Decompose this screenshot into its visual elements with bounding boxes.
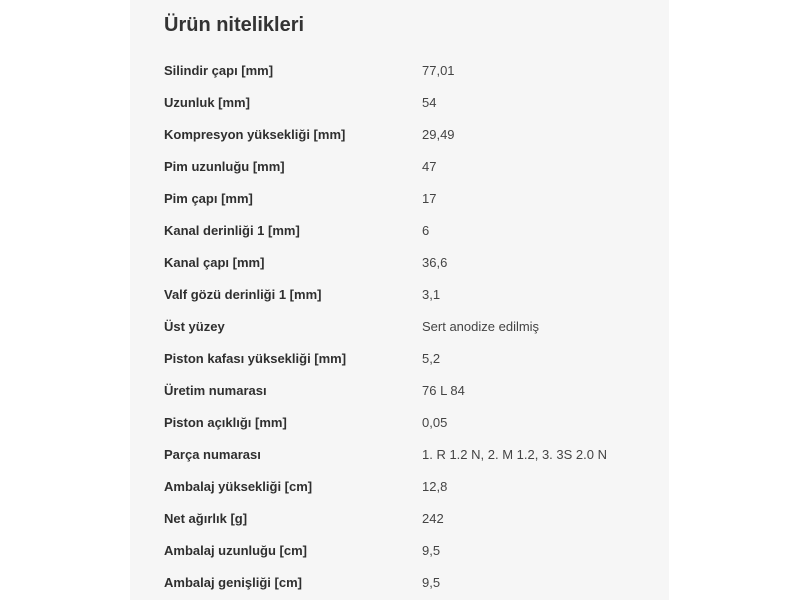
spec-row xyxy=(164,503,644,535)
spec-row xyxy=(164,471,644,503)
spec-value: 29,49 xyxy=(422,127,455,142)
spec-value: 76 L 84 xyxy=(422,383,465,398)
spec-value: 47 xyxy=(422,159,437,174)
spec-row xyxy=(164,247,644,279)
spec-row xyxy=(164,407,644,439)
spec-label: Uzunluk [mm] xyxy=(164,95,250,110)
spec-label: Net ağırlık [g] xyxy=(164,511,248,526)
spec-row xyxy=(164,567,644,599)
spec-label: Silindir çapı [mm] xyxy=(164,63,274,78)
spec-label: Üst yüzey xyxy=(164,319,225,334)
spec-row xyxy=(164,279,644,311)
spec-value: 17 xyxy=(422,191,437,206)
spec-value: 3,1 xyxy=(422,287,441,302)
spec-value: 242 xyxy=(422,511,444,526)
section-title: Ürün nitelikleri xyxy=(164,14,305,36)
spec-value: 12,8 xyxy=(422,479,448,494)
spec-value: 0,05 xyxy=(422,415,448,430)
spec-row xyxy=(164,535,644,567)
spec-value: 36,6 xyxy=(422,255,448,270)
spec-label: Piston açıklığı [mm] xyxy=(164,415,287,430)
spec-label: Ambalaj yüksekliği [cm] xyxy=(164,479,313,494)
spec-value: 54 xyxy=(422,95,437,110)
spec-row xyxy=(164,151,644,183)
spec-row xyxy=(164,215,644,247)
spec-value: 5,2 xyxy=(422,351,441,366)
spec-label: Pim uzunluğu [mm] xyxy=(164,159,285,174)
spec-row xyxy=(164,87,644,119)
spec-value: 9,5 xyxy=(422,575,441,590)
spec-row xyxy=(164,439,644,471)
spec-row xyxy=(164,343,644,375)
spec-value: 1. R 1.2 N, 2. M 1.2, 3. 3S 2.0 N xyxy=(422,447,607,462)
spec-label: Üretim numarası xyxy=(164,383,267,398)
spec-label: Kompresyon yüksekliği [mm] xyxy=(164,127,346,142)
spec-label: Ambalaj genişliği [cm] xyxy=(164,575,302,590)
spec-label: Piston kafası yüksekliği [mm] xyxy=(164,351,347,366)
spec-value: 6 xyxy=(422,223,430,238)
spec-row xyxy=(164,55,644,87)
spec-row xyxy=(164,311,644,343)
spec-label: Pim çapı [mm] xyxy=(164,191,253,206)
spec-label: Parça numarası xyxy=(164,447,261,462)
spec-label: Ambalaj uzunluğu [cm] xyxy=(164,543,307,558)
spec-row xyxy=(164,375,644,407)
spec-value: 77,01 xyxy=(422,63,455,78)
spec-label: Valf gözü derinliği 1 [mm] xyxy=(164,287,322,302)
spec-list xyxy=(164,55,644,599)
spec-row xyxy=(164,119,644,151)
spec-value: 9,5 xyxy=(422,543,441,558)
spec-label: Kanal derinliği 1 [mm] xyxy=(164,223,300,238)
spec-label: Kanal çapı [mm] xyxy=(164,255,265,270)
spec-value: Sert anodize edilmiş xyxy=(422,319,540,334)
spec-row xyxy=(164,183,644,215)
